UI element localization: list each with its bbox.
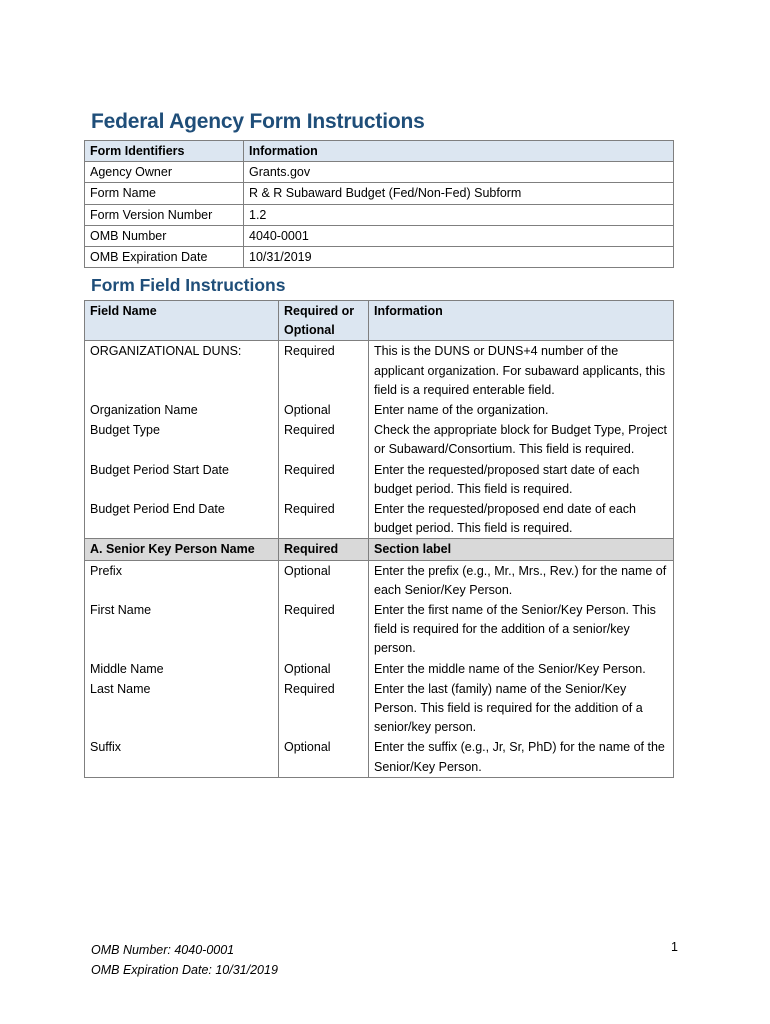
identifier-label: Form Name [85,183,244,204]
column-header: Form Identifiers [85,141,244,162]
table-row [85,225,674,246]
information-cell: Section label [369,539,674,560]
table-row [85,737,674,777]
identifier-label: OMB Number [85,225,244,246]
field-instructions-table [84,300,674,778]
table-header-row [85,301,674,341]
table-row [85,162,674,183]
information-cell: Enter the middle name of the Senior/Key Person. [369,659,674,679]
information-cell: Enter the suffix (e.g., Jr, Sr, PhD) for the name of the Senior/Key Person. [369,737,674,777]
column-header: Field Name [85,301,279,341]
information-cell: Enter the requested/proposed end date of each budget period. This field is required. [369,499,674,539]
column-header: Required or Optional [279,301,369,341]
field-name-cell: Last Name [85,679,279,738]
identifier-value: 1.2 [244,204,674,225]
field-name-cell: Suffix [85,737,279,777]
table-row [85,600,674,659]
identifier-label: Agency Owner [85,162,244,183]
required-optional-cell: Required [279,420,369,459]
section-title: Form Field Instructions [91,275,286,295]
table-row [85,659,674,679]
table-row [85,183,674,204]
required-optional-cell: Optional [279,400,369,420]
field-name-cell: Prefix [85,560,279,600]
table-row [85,420,674,459]
field-name-cell: Middle Name [85,659,279,679]
information-cell: This is the DUNS or DUNS+4 number of the applicant organization. For subaward applicants, this field is a required enterable field. [369,341,674,400]
identifier-label: OMB Expiration Date [85,247,244,268]
information-cell: Enter the prefix (e.g., Mr., Mrs., Rev.) for the name of each Senior/Key Person. [369,560,674,600]
column-header: Information [244,141,674,162]
field-name-cell: ORGANIZATIONAL DUNS: [85,341,279,400]
table-row [85,499,674,539]
table-row [85,679,674,738]
information-cell: Enter name of the organization. [369,400,674,420]
identifier-label: Form Version Number [85,204,244,225]
information-cell: Enter the requested/proposed start date of each budget period. This field is required. [369,460,674,499]
field-name-cell: A. Senior Key Person Name [85,539,279,560]
table-row [85,204,674,225]
field-name-cell: Organization Name [85,400,279,420]
table-row [85,460,674,499]
footer [91,940,278,980]
field-name-cell: Budget Type [85,420,279,459]
identifier-value: 10/31/2019 [244,247,674,268]
required-optional-cell: Optional [279,737,369,777]
required-optional-cell: Required [279,539,369,560]
table-header-row [85,141,674,162]
required-optional-cell: Required [279,499,369,539]
field-name-cell: Budget Period Start Date [85,460,279,499]
identifier-value: R & R Subaward Budget (Fed/Non-Fed) Subform [244,183,674,204]
required-optional-cell: Required [279,460,369,499]
table-row [85,247,674,268]
footer-omb-expiration: OMB Expiration Date: 10/31/2019 [91,963,278,977]
field-name-cell: Budget Period End Date [85,499,279,539]
required-optional-cell: Optional [279,659,369,679]
table-row [85,341,674,400]
form-identifiers-table [84,140,674,268]
section-label-row [85,539,674,560]
field-name-cell: First Name [85,600,279,659]
page-number: 1 [671,940,678,954]
column-header: Information [369,301,674,341]
table-row [85,400,674,420]
information-cell: Check the appropriate block for Budget Type, Project or Subaward/Consortium. This field is required. [369,420,674,459]
information-cell: Enter the first name of the Senior/Key Person. This field is required for the addition of a senior/key person. [369,600,674,659]
required-optional-cell: Required [279,600,369,659]
information-cell: Enter the last (family) name of the Senior/Key Person. This field is required for the addition of a senior/key person. [369,679,674,738]
identifier-value: Grants.gov [244,162,674,183]
page-title: Federal Agency Form Instructions [91,110,425,133]
footer-omb-number: OMB Number: 4040-0001 [91,943,235,957]
required-optional-cell: Required [279,679,369,738]
required-optional-cell: Optional [279,560,369,600]
required-optional-cell: Required [279,341,369,400]
identifier-value: 4040-0001 [244,225,674,246]
table-row [85,560,674,600]
